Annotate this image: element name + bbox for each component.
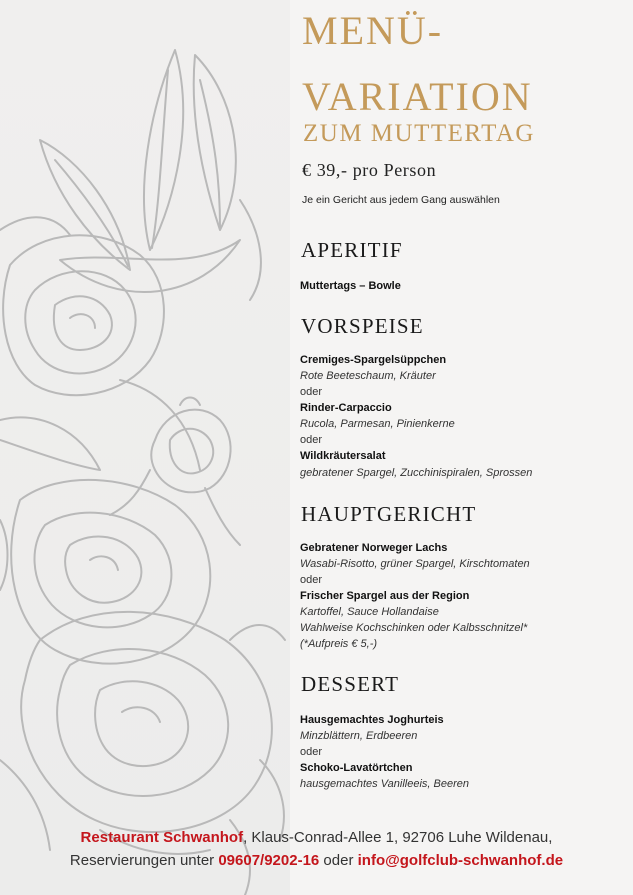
selection-note: Je ein Gericht aus jedem Gang auswählen: [302, 194, 500, 206]
restaurant-name: Restaurant Schwanhof: [80, 829, 244, 846]
or-separator: oder: [300, 434, 323, 446]
dish-description: Rucola, Parmesan, Pinienkerne: [300, 418, 455, 430]
restaurant-address: , Klaus-Conrad-Allee 1, 92706 Luhe Wildenau,: [243, 829, 553, 846]
menu-price: € 39,- pro Person: [302, 160, 437, 180]
or-separator: oder: [300, 574, 323, 586]
or-separator: oder: [300, 746, 323, 758]
menu-subtitle: ZUM MUTTERTAG: [303, 120, 535, 147]
dish-name: Schoko-Lavatörtchen: [300, 762, 413, 774]
footer-contact-line: [0, 852, 633, 869]
dish-name: Cremiges-Spargelsüppchen: [300, 354, 447, 366]
dish-name: Wildkräutersalat: [300, 450, 386, 462]
dish-name: Hausgemachtes Joghurteis: [300, 714, 444, 726]
email-link[interactable]: info@golfclub-schwanhof.de: [357, 852, 564, 869]
dish-description: Wasabi-Risotto, grüner Spargel, Kirschtomaten: [300, 558, 530, 570]
dish-name: Rinder-Carpaccio: [300, 402, 392, 414]
or-separator: oder: [300, 386, 323, 398]
course-title-vorspeise: VORSPEISE: [301, 314, 424, 338]
dish-description: Rote Beeteschaum, Kräuter: [300, 370, 436, 382]
dish-description: gebratener Spargel, Zucchinispiralen, Sprossen: [300, 467, 533, 479]
dish-name: Frischer Spargel aus der Region: [300, 590, 470, 602]
dish-description: hausgemachtes Vanilleeis, Beeren: [300, 778, 469, 790]
menu-title-line2: VARIATION: [302, 74, 533, 119]
dish-surcharge-note: (*Aufpreis € 5,-): [300, 638, 378, 650]
dish-description: Kartoffel, Sauce Hollandaise: [300, 606, 439, 618]
dish-name: Muttertags – Bowle: [300, 280, 401, 292]
dish-description: Minzblättern, Erdbeeren: [300, 730, 418, 742]
phone-number[interactable]: 09607/9202-16: [218, 852, 320, 869]
dish-description-option: Wahlweise Kochschinken oder Kalbsschnitzel*: [300, 622, 528, 634]
course-title-aperitif: APERITIF: [301, 238, 403, 262]
or-text: oder: [319, 852, 358, 869]
menu-title: [302, 8, 533, 120]
floral-illustration: [0, 0, 300, 895]
course-title-hauptgericht: HAUPTGERICHT: [301, 502, 477, 526]
menu-title-line1: MENÜ-: [302, 8, 444, 53]
course-title-dessert: DESSERT: [301, 672, 400, 696]
footer-address-line: [0, 829, 633, 846]
dish-name: Gebratener Norweger Lachs: [300, 542, 448, 554]
reservation-label: Reservierungen unter: [69, 852, 219, 869]
